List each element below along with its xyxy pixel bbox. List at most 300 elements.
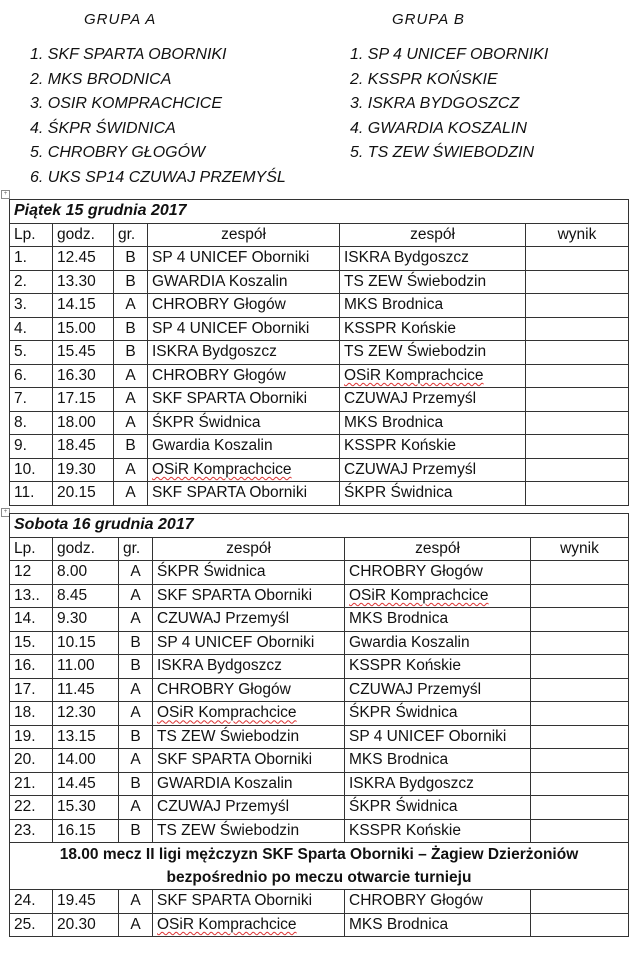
team-away-text: KSSPR Końskie [344, 437, 456, 455]
match-time-text: 11.45 [57, 680, 95, 698]
group-team-item: 1. SKF SPARTA OBORNIKI [30, 46, 227, 63]
match-result [531, 678, 629, 702]
match-result [526, 341, 629, 365]
match-group [114, 388, 148, 412]
team-home [148, 388, 340, 412]
match-group [114, 341, 148, 365]
team-away [340, 270, 526, 294]
team-home-text: GWARDIA Koszalin [152, 272, 288, 290]
match-result [531, 749, 629, 773]
match-result [526, 458, 629, 482]
team-home-text: CZUWAJ Przemyśl [157, 798, 290, 816]
table-row [10, 247, 629, 271]
match-number-text: 21. [14, 774, 36, 792]
team-away [340, 388, 526, 412]
team-away-text: CZUWAJ Przemyśl [344, 390, 477, 408]
match-time [53, 702, 119, 726]
header-match-number: Lp. [10, 537, 53, 561]
team-home-text: ŚKPR Świdnica [157, 563, 266, 581]
match-result [526, 270, 629, 294]
team-away-text: CHROBRY Głogów [349, 892, 483, 910]
match-group-text: B [130, 657, 141, 675]
match-number-text: 15. [14, 633, 36, 651]
team-home [148, 270, 340, 294]
team-home [153, 725, 345, 749]
team-away [345, 608, 531, 632]
match-group-text: B [125, 437, 136, 455]
header-row [10, 537, 629, 561]
match-time-text: 14.00 [57, 751, 96, 769]
team-home [153, 678, 345, 702]
table-row [10, 458, 629, 482]
table-row [10, 388, 629, 412]
group-team-item: 3. ISKRA BYDGOSZCZ [350, 95, 520, 112]
match-group-text: B [130, 774, 141, 792]
match-number-text: 14. [14, 610, 36, 628]
match-time-text: 15.30 [57, 798, 96, 816]
team-away-text: MKS Brodnica [349, 751, 449, 769]
match-time-text: 9.30 [57, 610, 88, 628]
team-home-text: GWARDIA Koszalin [157, 774, 293, 792]
match-time [53, 819, 119, 843]
header-match-time: godz. [53, 537, 119, 561]
match-time-text: 16.15 [57, 821, 96, 839]
team-home-text: SP 4 UNICEF Oborniki [152, 319, 310, 337]
team-home [148, 247, 340, 271]
match-number-text: 11. [14, 484, 35, 502]
match-group-text: B [125, 272, 136, 290]
match-time [53, 341, 114, 365]
match-number [10, 655, 53, 679]
match-number-text: 22. [14, 798, 36, 816]
table-row [10, 749, 629, 773]
match-result [526, 247, 629, 271]
match-number-text: 17. [14, 680, 36, 698]
team-home-text: TS ZEW Świebodzin [157, 821, 300, 839]
match-result [531, 796, 629, 820]
match-time [53, 608, 119, 632]
match-time-text: 14.15 [57, 296, 96, 314]
team-home [153, 796, 345, 820]
group-team-item: 5. CHROBRY GŁOGÓW [30, 144, 206, 161]
match-number [10, 678, 53, 702]
team-home [148, 294, 340, 318]
team-home [153, 772, 345, 796]
team-home [148, 435, 340, 459]
table-row [10, 435, 629, 459]
match-group-text: A [130, 915, 141, 933]
team-away [345, 772, 531, 796]
team-away-text: ŚKPR Świdnica [344, 484, 453, 502]
match-time-text: 19.45 [57, 892, 96, 910]
match-result [526, 364, 629, 388]
announcement-cell [10, 843, 629, 890]
team-home-text: SKF SPARTA Oborniki [157, 586, 313, 604]
group-team-item: 4. ŚKPR ŚWIDNICA [30, 119, 176, 137]
table-row [10, 561, 629, 585]
team-away-text: OSiR Komprachcice [349, 586, 489, 604]
team-away [345, 584, 531, 608]
match-number [10, 702, 53, 726]
table-row [10, 890, 629, 914]
table-row [10, 725, 629, 749]
team-away [345, 819, 531, 843]
match-number-text: 23. [14, 821, 36, 839]
table-row [10, 584, 629, 608]
team-away [345, 561, 531, 585]
team-away [345, 678, 531, 702]
table-row [10, 341, 629, 365]
match-number-text: 3. [14, 296, 27, 314]
match-group-text: B [130, 821, 141, 839]
team-away-text: Gwardia Koszalin [349, 633, 470, 651]
match-time [53, 247, 114, 271]
group-team-item: 2. KSSPR KOŃSKIE [350, 70, 498, 88]
header-match-group: gr. [114, 223, 148, 247]
match-number [10, 458, 53, 482]
match-group-text: A [125, 390, 136, 408]
match-number [10, 819, 53, 843]
team-home [148, 482, 340, 506]
team-home-text: CHROBRY Głogów [152, 366, 286, 384]
match-time [53, 317, 114, 341]
team-away [340, 364, 526, 388]
match-time-text: 17.15 [57, 390, 96, 408]
saturday-schedule-table [9, 513, 629, 937]
table-row [10, 294, 629, 318]
team-away [340, 458, 526, 482]
header-match-group: gr. [119, 537, 153, 561]
announcement-line-1: 18.00 mecz II ligi mężczyzn SKF Sparta Oborniki – Żagiew Dzierżoniów [59, 846, 579, 863]
match-number [10, 913, 53, 937]
team-home-text: Gwardia Koszalin [152, 437, 273, 455]
match-number-text: 7. [14, 390, 27, 408]
header-team-away: zespół [345, 537, 531, 561]
match-result [526, 482, 629, 506]
team-home-text: SP 4 UNICEF Oborniki [157, 633, 315, 651]
match-number-text: 1. [14, 249, 27, 267]
match-group-text: B [125, 249, 136, 267]
match-time [53, 435, 114, 459]
match-group-text: B [130, 633, 141, 651]
match-number [10, 247, 53, 271]
match-time-text: 15.45 [57, 343, 96, 361]
match-group [114, 294, 148, 318]
team-home [153, 584, 345, 608]
team-away-text: TS ZEW Świebodzin [344, 272, 487, 290]
table-row [10, 482, 629, 506]
team-away-text: CZUWAJ Przemyśl [349, 680, 482, 698]
match-number [10, 364, 53, 388]
match-time [53, 561, 119, 585]
match-time-text: 20.15 [57, 484, 96, 502]
match-time-text: 14.45 [57, 774, 96, 792]
team-away-text: ISKRA Bydgoszcz [344, 249, 469, 267]
match-number [10, 772, 53, 796]
match-group-text: A [130, 563, 141, 581]
header-match-result: wynik [526, 223, 629, 247]
match-group [119, 678, 153, 702]
match-group-text: A [125, 296, 136, 314]
match-group [114, 270, 148, 294]
match-group-text: A [130, 892, 141, 910]
match-number-text: 16. [14, 657, 36, 675]
group-team-item: 1. SP 4 UNICEF OBORNIKI [350, 46, 549, 63]
match-number-text: 5. [14, 343, 27, 361]
match-number-text: 12 [14, 563, 32, 581]
team-away [345, 631, 531, 655]
team-home [153, 608, 345, 632]
team-away-text: KSSPR Końskie [349, 821, 461, 839]
match-time-text: 18.45 [57, 437, 96, 455]
match-time [53, 725, 119, 749]
match-time [53, 772, 119, 796]
match-time [53, 749, 119, 773]
match-group-text: A [130, 704, 141, 722]
team-away-text: TS ZEW Świebodzin [344, 343, 487, 361]
team-home-text: SP 4 UNICEF Oborniki [152, 249, 310, 267]
match-time [53, 388, 114, 412]
match-group [119, 772, 153, 796]
table-move-handle-icon[interactable]: + [1, 190, 10, 199]
group-team-item: 5. TS ZEW ŚWIEBODZIN [350, 144, 535, 161]
table-row [10, 364, 629, 388]
match-time-text: 20.30 [57, 915, 96, 933]
match-number-text: 13.. [14, 586, 40, 604]
match-time [53, 890, 119, 914]
group-team-item: 2. MKS BRODNICA [30, 70, 172, 88]
team-home-text: CHROBRY Głogów [152, 296, 286, 314]
match-group-text: B [125, 343, 136, 361]
team-home-text: CHROBRY Głogów [157, 680, 291, 698]
match-time-text: 11.00 [57, 657, 95, 675]
team-away-text: MKS Brodnica [349, 610, 449, 628]
match-group [119, 561, 153, 585]
match-number [10, 435, 53, 459]
match-group-text: A [130, 586, 141, 604]
team-home [148, 364, 340, 388]
team-away [340, 294, 526, 318]
table-row [10, 702, 629, 726]
team-away [345, 913, 531, 937]
match-group [119, 913, 153, 937]
match-group-text: A [125, 366, 136, 384]
match-group-text: A [130, 610, 141, 628]
team-home [153, 890, 345, 914]
match-result [526, 294, 629, 318]
match-group [119, 819, 153, 843]
team-home [148, 317, 340, 341]
match-result [531, 655, 629, 679]
match-result [531, 702, 629, 726]
team-home [153, 655, 345, 679]
group-b-title: GRUPA B [392, 11, 465, 28]
team-away-text: SP 4 UNICEF Oborniki [349, 727, 507, 745]
match-number [10, 749, 53, 773]
table-row [10, 317, 629, 341]
match-time-text: 10.15 [57, 633, 96, 651]
team-away [345, 890, 531, 914]
match-time [53, 364, 114, 388]
table-row [10, 913, 629, 937]
match-group [119, 631, 153, 655]
match-result [531, 772, 629, 796]
friday-title: Piątek 15 grudnia 2017 [10, 200, 629, 224]
team-home-text: TS ZEW Świebodzin [157, 727, 300, 745]
match-group [119, 608, 153, 632]
match-number [10, 388, 53, 412]
match-number [10, 561, 53, 585]
match-time-text: 8.00 [57, 563, 88, 581]
match-result [531, 890, 629, 914]
team-away-text: KSSPR Końskie [349, 657, 461, 675]
match-number-text: 6. [14, 366, 27, 384]
match-time-text: 19.30 [57, 460, 96, 478]
match-time-text: 13.30 [57, 272, 96, 290]
day-title-row [10, 514, 629, 538]
match-result [531, 608, 629, 632]
match-result [526, 435, 629, 459]
match-number [10, 796, 53, 820]
match-group-text: A [125, 484, 136, 502]
table-row [10, 270, 629, 294]
match-number [10, 631, 53, 655]
match-time-text: 13.15 [57, 727, 96, 745]
match-number [10, 411, 53, 435]
group-team-item: 3. OSIR KOMPRACHCICE [30, 95, 223, 112]
header-match-time: godz. [53, 223, 114, 247]
match-number-text: 25. [14, 915, 36, 933]
match-group-text: A [125, 413, 136, 431]
group-a [30, 8, 286, 190]
team-away-text: MKS Brodnica [349, 915, 449, 933]
team-away [340, 247, 526, 271]
match-time [53, 631, 119, 655]
match-result [531, 913, 629, 937]
group-a-title: GRUPA A [84, 11, 157, 28]
match-result [526, 388, 629, 412]
table-row [10, 631, 629, 655]
header-row [10, 223, 629, 247]
announcement-row [10, 843, 629, 890]
match-number-text: 10. [14, 460, 36, 478]
group-team-item: 6. UKS SP14 CZUWAJ PRZEMYŚL [30, 168, 286, 186]
team-home-text: SKF SPARTA Oborniki [152, 390, 308, 408]
team-home [153, 913, 345, 937]
table-row [10, 655, 629, 679]
match-number [10, 608, 53, 632]
match-group [119, 584, 153, 608]
team-away [345, 749, 531, 773]
team-away-text: OSiR Komprachcice [344, 366, 484, 384]
team-home-text: SKF SPARTA Oborniki [152, 484, 308, 502]
match-time-text: 8.45 [57, 586, 88, 604]
team-home [153, 819, 345, 843]
announcement-line-2: bezpośrednio po meczu otwarcie turnieju [166, 869, 472, 886]
match-time [53, 294, 114, 318]
match-group [119, 890, 153, 914]
match-group [114, 247, 148, 271]
team-away-text: MKS Brodnica [344, 296, 444, 314]
match-time [53, 655, 119, 679]
team-home-text: OSiR Komprachcice [157, 704, 297, 722]
match-result [531, 584, 629, 608]
match-number-text: 8. [14, 413, 27, 431]
match-group [114, 317, 148, 341]
match-group-text: A [130, 680, 141, 698]
saturday-title: Sobota 16 grudnia 2017 [10, 514, 629, 538]
table-row [10, 772, 629, 796]
match-group-text: B [125, 319, 136, 337]
match-time [53, 584, 119, 608]
team-away-text: KSSPR Końskie [344, 319, 456, 337]
match-group [119, 749, 153, 773]
match-time [53, 796, 119, 820]
group-a-list [30, 43, 286, 190]
match-number-text: 24. [14, 892, 36, 910]
match-number [10, 317, 53, 341]
team-home [148, 341, 340, 365]
team-away [340, 411, 526, 435]
match-number [10, 890, 53, 914]
match-group [114, 482, 148, 506]
match-time-text: 12.45 [57, 249, 96, 267]
match-group-text: A [130, 798, 141, 816]
table-move-handle-icon[interactable]: + [1, 508, 10, 517]
match-time [53, 411, 114, 435]
match-number [10, 294, 53, 318]
team-home [153, 561, 345, 585]
table-row [10, 411, 629, 435]
team-away [340, 435, 526, 459]
match-group [119, 796, 153, 820]
table-row [10, 678, 629, 702]
match-group-text: A [130, 751, 141, 769]
team-away [345, 655, 531, 679]
match-time [53, 913, 119, 937]
team-home-text: ISKRA Bydgoszcz [152, 343, 277, 361]
team-home [153, 749, 345, 773]
group-b [350, 8, 548, 166]
match-number [10, 270, 53, 294]
match-number [10, 725, 53, 749]
team-home [153, 631, 345, 655]
match-group-text: B [130, 727, 141, 745]
team-away [340, 341, 526, 365]
match-number [10, 482, 53, 506]
team-away [345, 725, 531, 749]
team-home [153, 702, 345, 726]
team-away-text: MKS Brodnica [344, 413, 444, 431]
match-number [10, 584, 53, 608]
match-time-text: 16.30 [57, 366, 96, 384]
header-team-home: zespół [153, 537, 345, 561]
match-group [114, 364, 148, 388]
team-away-text: CZUWAJ Przemyśl [344, 460, 477, 478]
team-away [340, 317, 526, 341]
team-away-text: ŚKPR Świdnica [349, 704, 458, 722]
team-away [345, 702, 531, 726]
match-number [10, 341, 53, 365]
match-time [53, 458, 114, 482]
team-away [345, 796, 531, 820]
team-home-text: CZUWAJ Przemyśl [157, 610, 290, 628]
table-row [10, 608, 629, 632]
match-time-text: 12.30 [57, 704, 96, 722]
match-number-text: 2. [14, 272, 27, 290]
match-time-text: 15.00 [57, 319, 96, 337]
match-time [53, 270, 114, 294]
